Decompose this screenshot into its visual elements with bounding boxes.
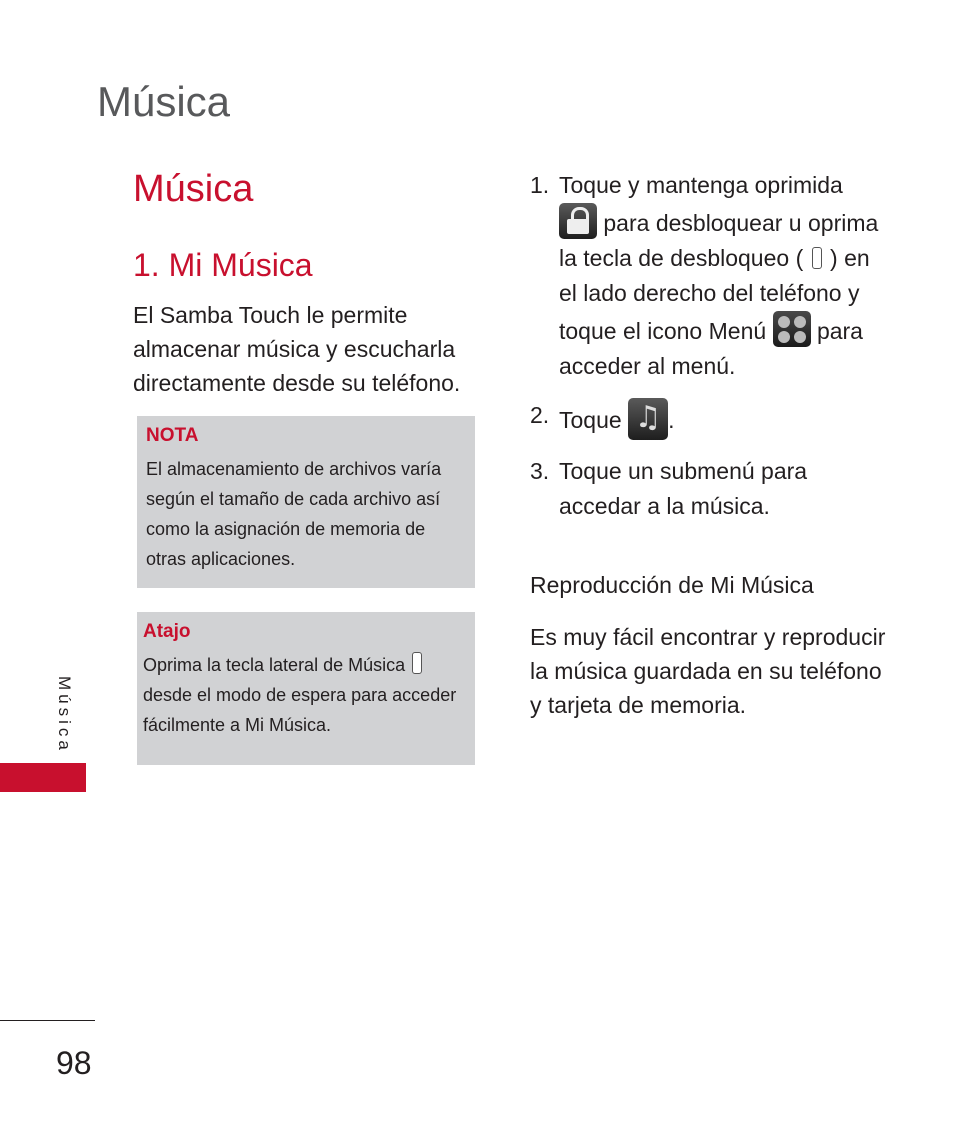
section-title: Música	[133, 168, 254, 210]
step-2	[530, 398, 890, 440]
step-3	[530, 454, 890, 524]
unlock-key-icon	[812, 247, 822, 269]
step-number: 1.	[530, 172, 550, 198]
steps-list	[530, 168, 890, 524]
intro-paragraph: El Samba Touch le permite almacenar música y escucharla directamente desde su teléfono.	[133, 302, 461, 396]
side-tab-label: Música	[55, 676, 74, 754]
note-box	[137, 416, 475, 588]
shortcut-box	[137, 612, 475, 765]
note-label: NOTA	[146, 425, 199, 446]
playback-paragraph: Es muy fácil encontrar y reproducir la música guardada en su teléfono y tarjeta de memoria.	[530, 624, 886, 718]
playback-subheading: Reproducción de Mi Música	[530, 572, 814, 598]
step-2-text-a: Toque	[559, 407, 622, 433]
step-1-text-b: para desbloquear u oprima la tecla de desbloqueo (	[559, 210, 879, 271]
menu-icon	[773, 311, 811, 347]
music-note-icon: ♫	[628, 398, 668, 440]
shortcut-text	[143, 650, 469, 740]
lock-icon	[559, 203, 597, 239]
note-text: El almacenamiento de archivos varía según el tamaño de cada archivo así como la asignación de memoria de otras aplicaciones.	[146, 459, 442, 569]
step-1-text-a: Toque y mantenga oprimida	[559, 172, 843, 198]
step-2-text-b: .	[668, 407, 675, 433]
subsection-title: 1. Mi Música	[133, 247, 313, 283]
side-tab-marker	[0, 763, 86, 792]
shortcut-text-after: desde el modo de espera para acceder fácilmente a Mi Música.	[143, 685, 457, 735]
shortcut-label: Atajo	[143, 621, 191, 642]
footer-rule	[0, 1020, 95, 1021]
step-1-text-c: ) en el lado derecho del teléfono y toque el icono Menú	[559, 245, 870, 344]
step-number: 3.	[530, 458, 550, 484]
step-1	[530, 168, 890, 384]
step-1-text-d: para acceder al menú.	[559, 318, 863, 379]
step-number: 2.	[530, 402, 550, 428]
shortcut-text-before: Oprima la tecla lateral de Música	[143, 655, 406, 675]
music-key-icon	[412, 652, 422, 674]
step-3-text: Toque un submenú para accedar a la música.	[559, 458, 808, 519]
page-number: 98	[56, 1045, 92, 1081]
chapter-header: Música	[97, 78, 231, 125]
